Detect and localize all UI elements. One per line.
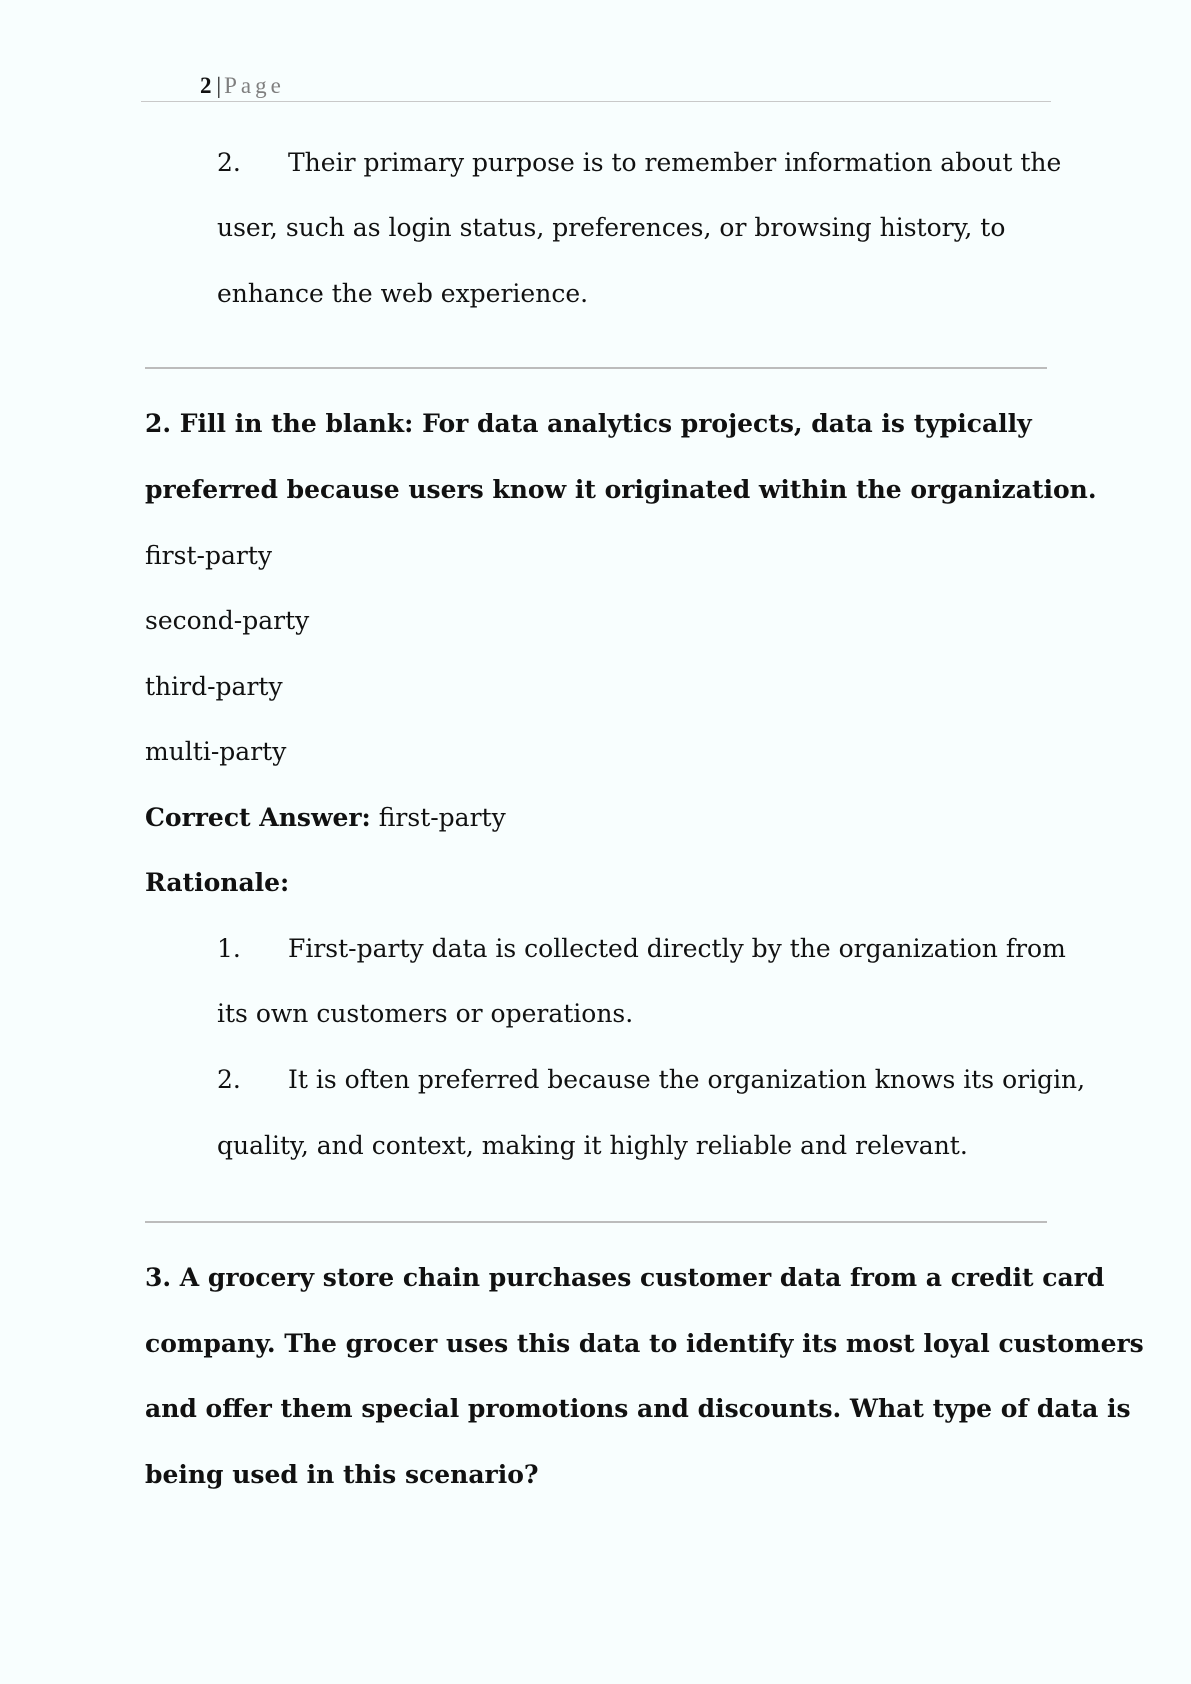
header-separator: | xyxy=(216,73,222,98)
section-divider xyxy=(145,1221,1047,1223)
rationale-item-1-line-2: its own customers or operations. xyxy=(217,999,634,1028)
correct-answer xyxy=(145,802,506,834)
rationale-item-1-number: 1. xyxy=(217,934,241,963)
prev-item-line-1: Their primary purpose is to remember information about the xyxy=(288,148,1062,177)
option-multi-party: multi-party xyxy=(145,737,287,766)
option-second-party: second-party xyxy=(145,606,310,635)
page-number-label xyxy=(200,73,285,99)
option-third-party: third-party xyxy=(145,672,283,701)
question-3-line-2: company. The grocer uses this data to identify its most loyal customers xyxy=(145,1329,1144,1358)
prev-item-number: 2. xyxy=(217,148,241,177)
question-3-line-1: 3. A grocery store chain purchases customer data from a credit card xyxy=(145,1263,1105,1292)
option-first-party: first-party xyxy=(145,541,272,570)
rationale-label: Rationale: xyxy=(145,868,290,897)
question-2-line-1: 2. Fill in the blank: For data analytics projects, data is typically xyxy=(145,409,1032,438)
rationale-item-2-number: 2. xyxy=(217,1065,241,1094)
rationale-item-1-line-1: First-party data is collected directly by the organization from xyxy=(288,934,1066,963)
rationale-item-2-line-1: It is often preferred because the organization knows its origin, xyxy=(288,1065,1086,1094)
question-2-line-2: preferred because users know it originated within the organization. xyxy=(145,475,1097,504)
prev-item-line-3: enhance the web experience. xyxy=(217,279,589,308)
section-divider xyxy=(145,367,1047,369)
correct-answer-value: first-party xyxy=(378,803,506,832)
prev-item-line-2: user, such as login status, preferences, or browsing history, to xyxy=(217,213,1006,242)
question-3-line-4: being used in this scenario? xyxy=(145,1460,539,1489)
rationale-item-2-line-2: quality, and context, making it highly reliable and relevant. xyxy=(217,1131,968,1160)
correct-answer-label: Correct Answer: xyxy=(145,803,371,832)
page-header xyxy=(141,66,1051,102)
page-number: 2 xyxy=(200,73,212,98)
page-word: Page xyxy=(224,73,285,98)
question-3-line-3: and offer them special promotions and discounts. What type of data is xyxy=(145,1394,1131,1423)
